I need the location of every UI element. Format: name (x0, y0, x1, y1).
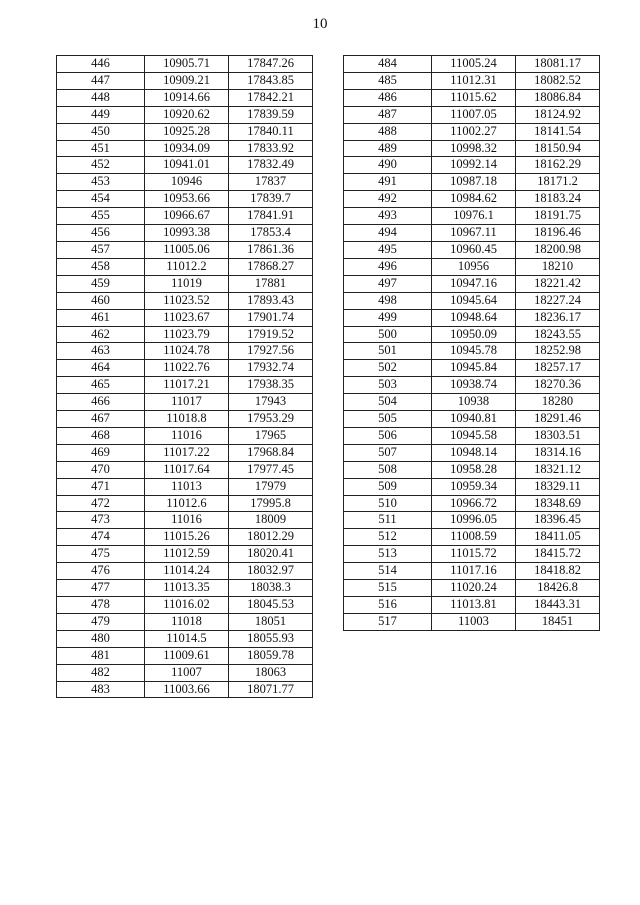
y-coordinate-cell: 18280 (516, 394, 600, 411)
x-coordinate-cell: 11012.31 (432, 72, 516, 89)
point-number-cell: 459 (57, 275, 145, 292)
table-row (57, 461, 313, 478)
coordinates-table-right (343, 55, 600, 631)
table-row (57, 580, 313, 597)
y-coordinate-cell: 17839.59 (229, 106, 313, 123)
y-coordinate-cell: 18451 (516, 613, 600, 630)
x-coordinate-cell: 10941.01 (145, 157, 229, 174)
x-coordinate-cell: 10920.62 (145, 106, 229, 123)
y-coordinate-cell: 18171.2 (516, 174, 600, 191)
x-coordinate-cell: 11014.5 (145, 630, 229, 647)
table-row (57, 529, 313, 546)
x-coordinate-cell: 10948.14 (432, 444, 516, 461)
table-row (57, 309, 313, 326)
y-coordinate-cell: 18124.92 (516, 106, 600, 123)
table-row (57, 360, 313, 377)
table-row (344, 72, 600, 89)
y-coordinate-cell: 18314.16 (516, 444, 600, 461)
table-row (57, 258, 313, 275)
y-coordinate-cell: 18210 (516, 258, 600, 275)
point-number-cell: 485 (344, 72, 432, 89)
y-coordinate-cell: 18020.41 (229, 546, 313, 563)
table-row (344, 89, 600, 106)
table-row (57, 597, 313, 614)
y-coordinate-cell: 17938.35 (229, 377, 313, 394)
point-number-cell: 471 (57, 478, 145, 495)
point-number-cell: 466 (57, 394, 145, 411)
x-coordinate-cell: 10909.21 (145, 72, 229, 89)
x-coordinate-cell: 10946 (145, 174, 229, 191)
point-number-cell: 454 (57, 191, 145, 208)
y-coordinate-cell: 18418.82 (516, 563, 600, 580)
point-number-cell: 494 (344, 225, 432, 242)
x-coordinate-cell: 10945.84 (432, 360, 516, 377)
coordinates-table-left (56, 55, 313, 698)
table-row (344, 191, 600, 208)
x-coordinate-cell: 10925.28 (145, 123, 229, 140)
y-coordinate-cell: 17953.29 (229, 411, 313, 428)
x-coordinate-cell: 10938 (432, 394, 516, 411)
x-coordinate-cell: 10953.66 (145, 191, 229, 208)
table-row (57, 444, 313, 461)
x-coordinate-cell: 10958.28 (432, 461, 516, 478)
point-number-cell: 517 (344, 613, 432, 630)
table-row (57, 546, 313, 563)
x-coordinate-cell: 11012.2 (145, 258, 229, 275)
x-coordinate-cell: 10947.16 (432, 275, 516, 292)
table-row (57, 56, 313, 73)
y-coordinate-cell: 18045.53 (229, 597, 313, 614)
x-coordinate-cell: 11023.52 (145, 292, 229, 309)
x-coordinate-cell: 11024.78 (145, 343, 229, 360)
x-coordinate-cell: 10960.45 (432, 241, 516, 258)
y-coordinate-cell: 17843.85 (229, 72, 313, 89)
point-number-cell: 498 (344, 292, 432, 309)
point-number-cell: 448 (57, 89, 145, 106)
table-row (57, 140, 313, 157)
x-coordinate-cell: 11018 (145, 613, 229, 630)
y-coordinate-cell: 18162.29 (516, 157, 600, 174)
point-number-cell: 472 (57, 495, 145, 512)
y-coordinate-cell: 17861.36 (229, 241, 313, 258)
y-coordinate-cell: 18321.12 (516, 461, 600, 478)
y-coordinate-cell: 18415.72 (516, 546, 600, 563)
x-coordinate-cell: 10950.09 (432, 326, 516, 343)
point-number-cell: 507 (344, 444, 432, 461)
y-coordinate-cell: 18086.84 (516, 89, 600, 106)
point-number-cell: 457 (57, 241, 145, 258)
x-coordinate-cell: 10966.67 (145, 208, 229, 225)
page-number: 10 (312, 16, 328, 32)
point-number-cell: 458 (57, 258, 145, 275)
y-coordinate-cell: 17919.52 (229, 326, 313, 343)
table-row (57, 275, 313, 292)
table-row (344, 461, 600, 478)
y-coordinate-cell: 17832.49 (229, 157, 313, 174)
table-row (344, 377, 600, 394)
table-row (57, 174, 313, 191)
x-coordinate-cell: 11015.62 (432, 89, 516, 106)
point-number-cell: 499 (344, 309, 432, 326)
y-coordinate-cell: 18032.97 (229, 563, 313, 580)
x-coordinate-cell: 10940.81 (432, 411, 516, 428)
y-coordinate-cell: 17833.92 (229, 140, 313, 157)
y-coordinate-cell: 17943 (229, 394, 313, 411)
y-coordinate-cell: 18191.75 (516, 208, 600, 225)
y-coordinate-cell: 18200.98 (516, 241, 600, 258)
table-row (344, 292, 600, 309)
x-coordinate-cell: 10945.64 (432, 292, 516, 309)
table-row (57, 563, 313, 580)
y-coordinate-cell: 18329.11 (516, 478, 600, 495)
point-number-cell: 506 (344, 427, 432, 444)
table-row (344, 394, 600, 411)
table-row (344, 478, 600, 495)
table-row (344, 106, 600, 123)
x-coordinate-cell: 11003 (432, 613, 516, 630)
x-coordinate-cell: 10914.66 (145, 89, 229, 106)
table-row (344, 597, 600, 614)
point-number-cell: 469 (57, 444, 145, 461)
point-number-cell: 452 (57, 157, 145, 174)
y-coordinate-cell: 17839.7 (229, 191, 313, 208)
point-number-cell: 480 (57, 630, 145, 647)
y-coordinate-cell: 18055.93 (229, 630, 313, 647)
point-number-cell: 508 (344, 461, 432, 478)
y-coordinate-cell: 17968.84 (229, 444, 313, 461)
point-number-cell: 514 (344, 563, 432, 580)
x-coordinate-cell: 11007 (145, 664, 229, 681)
y-coordinate-cell: 17868.27 (229, 258, 313, 275)
table-row (344, 208, 600, 225)
table-row (344, 427, 600, 444)
point-number-cell: 489 (344, 140, 432, 157)
y-coordinate-cell: 18411.05 (516, 529, 600, 546)
y-coordinate-cell: 18270.36 (516, 377, 600, 394)
x-coordinate-cell: 11016 (145, 512, 229, 529)
x-coordinate-cell: 11012.6 (145, 495, 229, 512)
point-number-cell: 460 (57, 292, 145, 309)
point-number-cell: 451 (57, 140, 145, 157)
table-row (57, 326, 313, 343)
table-row (57, 72, 313, 89)
point-number-cell: 476 (57, 563, 145, 580)
x-coordinate-cell: 11017.22 (145, 444, 229, 461)
point-number-cell: 463 (57, 343, 145, 360)
x-coordinate-cell: 10998.32 (432, 140, 516, 157)
point-number-cell: 450 (57, 123, 145, 140)
table-row (344, 309, 600, 326)
table-row (344, 140, 600, 157)
x-coordinate-cell: 11008.59 (432, 529, 516, 546)
point-number-cell: 502 (344, 360, 432, 377)
x-coordinate-cell: 10996.05 (432, 512, 516, 529)
point-number-cell: 477 (57, 580, 145, 597)
x-coordinate-cell: 10987.18 (432, 174, 516, 191)
y-coordinate-cell: 18443.31 (516, 597, 600, 614)
y-coordinate-cell: 18396.45 (516, 512, 600, 529)
y-coordinate-cell: 17979 (229, 478, 313, 495)
point-number-cell: 470 (57, 461, 145, 478)
x-coordinate-cell: 11022.76 (145, 360, 229, 377)
y-coordinate-cell: 18257.17 (516, 360, 600, 377)
table-row (57, 647, 313, 664)
table-row (344, 411, 600, 428)
point-number-cell: 479 (57, 613, 145, 630)
point-number-cell: 496 (344, 258, 432, 275)
table-row (344, 343, 600, 360)
point-number-cell: 467 (57, 411, 145, 428)
point-number-cell: 515 (344, 580, 432, 597)
y-coordinate-cell: 17881 (229, 275, 313, 292)
y-coordinate-cell: 17842.21 (229, 89, 313, 106)
x-coordinate-cell: 11002.27 (432, 123, 516, 140)
x-coordinate-cell: 11019 (145, 275, 229, 292)
table-row (57, 630, 313, 647)
point-number-cell: 512 (344, 529, 432, 546)
x-coordinate-cell: 11020.24 (432, 580, 516, 597)
point-number-cell: 475 (57, 546, 145, 563)
table-row (344, 495, 600, 512)
point-number-cell: 501 (344, 343, 432, 360)
point-number-cell: 481 (57, 647, 145, 664)
table-row (344, 258, 600, 275)
point-number-cell: 495 (344, 241, 432, 258)
x-coordinate-cell: 10905.71 (145, 56, 229, 73)
x-coordinate-cell: 11016 (145, 427, 229, 444)
y-coordinate-cell: 18348.69 (516, 495, 600, 512)
table-row (344, 529, 600, 546)
x-coordinate-cell: 11007.05 (432, 106, 516, 123)
x-coordinate-cell: 11023.79 (145, 326, 229, 343)
y-coordinate-cell: 18063 (229, 664, 313, 681)
point-number-cell: 462 (57, 326, 145, 343)
table-row (344, 613, 600, 630)
y-coordinate-cell: 17901.74 (229, 309, 313, 326)
point-number-cell: 478 (57, 597, 145, 614)
point-number-cell: 455 (57, 208, 145, 225)
point-number-cell: 447 (57, 72, 145, 89)
point-number-cell: 453 (57, 174, 145, 191)
table-row (57, 681, 313, 698)
table-row (344, 512, 600, 529)
y-coordinate-cell: 18038.3 (229, 580, 313, 597)
point-number-cell: 464 (57, 360, 145, 377)
y-coordinate-cell: 18150.94 (516, 140, 600, 157)
table-row (344, 157, 600, 174)
point-number-cell: 503 (344, 377, 432, 394)
point-number-cell: 490 (344, 157, 432, 174)
x-coordinate-cell: 10984.62 (432, 191, 516, 208)
y-coordinate-cell: 17977.45 (229, 461, 313, 478)
table-row (57, 664, 313, 681)
y-coordinate-cell: 18236.17 (516, 309, 600, 326)
x-coordinate-cell: 10992.14 (432, 157, 516, 174)
y-coordinate-cell: 18012.29 (229, 529, 313, 546)
table-row (57, 292, 313, 309)
table-row (57, 225, 313, 242)
x-coordinate-cell: 10945.58 (432, 427, 516, 444)
y-coordinate-cell: 17965 (229, 427, 313, 444)
point-number-cell: 497 (344, 275, 432, 292)
y-coordinate-cell: 17893.43 (229, 292, 313, 309)
point-number-cell: 474 (57, 529, 145, 546)
x-coordinate-cell: 11005.06 (145, 241, 229, 258)
y-coordinate-cell: 17847.26 (229, 56, 313, 73)
table-row (344, 546, 600, 563)
y-coordinate-cell: 18071.77 (229, 681, 313, 698)
table-row (344, 225, 600, 242)
y-coordinate-cell: 17932.74 (229, 360, 313, 377)
point-number-cell: 510 (344, 495, 432, 512)
table-row (57, 495, 313, 512)
point-number-cell: 505 (344, 411, 432, 428)
x-coordinate-cell: 11018.8 (145, 411, 229, 428)
point-number-cell: 482 (57, 664, 145, 681)
point-number-cell: 483 (57, 681, 145, 698)
x-coordinate-cell: 11013.35 (145, 580, 229, 597)
table-row (57, 377, 313, 394)
point-number-cell: 446 (57, 56, 145, 73)
y-coordinate-cell: 18426.8 (516, 580, 600, 597)
x-coordinate-cell: 11005.24 (432, 56, 516, 73)
x-coordinate-cell: 11003.66 (145, 681, 229, 698)
x-coordinate-cell: 10959.34 (432, 478, 516, 495)
point-number-cell: 511 (344, 512, 432, 529)
y-coordinate-cell: 17995.8 (229, 495, 313, 512)
table-row (344, 56, 600, 73)
y-coordinate-cell: 18082.52 (516, 72, 600, 89)
point-number-cell: 486 (344, 89, 432, 106)
y-coordinate-cell: 18252.98 (516, 343, 600, 360)
y-coordinate-cell: 18196.46 (516, 225, 600, 242)
y-coordinate-cell: 17840.11 (229, 123, 313, 140)
table-row (57, 89, 313, 106)
y-coordinate-cell: 18081.17 (516, 56, 600, 73)
table-row (57, 241, 313, 258)
table-row (57, 427, 313, 444)
x-coordinate-cell: 10945.78 (432, 343, 516, 360)
y-coordinate-cell: 18141.54 (516, 123, 600, 140)
x-coordinate-cell: 11017.64 (145, 461, 229, 478)
point-number-cell: 509 (344, 478, 432, 495)
y-coordinate-cell: 18221.42 (516, 275, 600, 292)
point-number-cell: 449 (57, 106, 145, 123)
table-row (57, 478, 313, 495)
x-coordinate-cell: 10934.09 (145, 140, 229, 157)
point-number-cell: 473 (57, 512, 145, 529)
x-coordinate-cell: 11016.02 (145, 597, 229, 614)
y-coordinate-cell: 17841.91 (229, 208, 313, 225)
x-coordinate-cell: 10967.11 (432, 225, 516, 242)
x-coordinate-cell: 10956 (432, 258, 516, 275)
point-number-cell: 500 (344, 326, 432, 343)
table-row (57, 106, 313, 123)
x-coordinate-cell: 11023.67 (145, 309, 229, 326)
y-coordinate-cell: 18183.24 (516, 191, 600, 208)
y-coordinate-cell: 17837 (229, 174, 313, 191)
point-number-cell: 461 (57, 309, 145, 326)
y-coordinate-cell: 18009 (229, 512, 313, 529)
x-coordinate-cell: 11013 (145, 478, 229, 495)
table-row (57, 191, 313, 208)
point-number-cell: 492 (344, 191, 432, 208)
x-coordinate-cell: 11012.59 (145, 546, 229, 563)
y-coordinate-cell: 18227.24 (516, 292, 600, 309)
table-row (57, 343, 313, 360)
table-row (57, 394, 313, 411)
x-coordinate-cell: 11017.21 (145, 377, 229, 394)
point-number-cell: 456 (57, 225, 145, 242)
x-coordinate-cell: 10948.64 (432, 309, 516, 326)
y-coordinate-cell: 18303.51 (516, 427, 600, 444)
x-coordinate-cell: 11013.81 (432, 597, 516, 614)
table-row (57, 157, 313, 174)
x-coordinate-cell: 10993.38 (145, 225, 229, 242)
table-row (57, 411, 313, 428)
point-number-cell: 484 (344, 56, 432, 73)
y-coordinate-cell: 18059.78 (229, 647, 313, 664)
table-row (344, 360, 600, 377)
table-row (344, 241, 600, 258)
point-number-cell: 491 (344, 174, 432, 191)
table-row (57, 208, 313, 225)
point-number-cell: 493 (344, 208, 432, 225)
table-row (344, 444, 600, 461)
point-number-cell: 465 (57, 377, 145, 394)
x-coordinate-cell: 11017 (145, 394, 229, 411)
y-coordinate-cell: 18291.46 (516, 411, 600, 428)
table-row (344, 580, 600, 597)
point-number-cell: 468 (57, 427, 145, 444)
y-coordinate-cell: 18051 (229, 613, 313, 630)
point-number-cell: 488 (344, 123, 432, 140)
table-row (344, 123, 600, 140)
table-row (57, 512, 313, 529)
point-number-cell: 504 (344, 394, 432, 411)
x-coordinate-cell: 11015.26 (145, 529, 229, 546)
point-number-cell: 487 (344, 106, 432, 123)
point-number-cell: 513 (344, 546, 432, 563)
x-coordinate-cell: 11014.24 (145, 563, 229, 580)
table-row (344, 326, 600, 343)
x-coordinate-cell: 11017.16 (432, 563, 516, 580)
table-row (344, 563, 600, 580)
y-coordinate-cell: 18243.55 (516, 326, 600, 343)
y-coordinate-cell: 17927.56 (229, 343, 313, 360)
y-coordinate-cell: 17853.4 (229, 225, 313, 242)
table-row (57, 123, 313, 140)
table-row (57, 613, 313, 630)
x-coordinate-cell: 11015.72 (432, 546, 516, 563)
table-row (344, 275, 600, 292)
table-row (344, 174, 600, 191)
x-coordinate-cell: 10938.74 (432, 377, 516, 394)
x-coordinate-cell: 11009.61 (145, 647, 229, 664)
x-coordinate-cell: 10966.72 (432, 495, 516, 512)
point-number-cell: 516 (344, 597, 432, 614)
x-coordinate-cell: 10976.1 (432, 208, 516, 225)
